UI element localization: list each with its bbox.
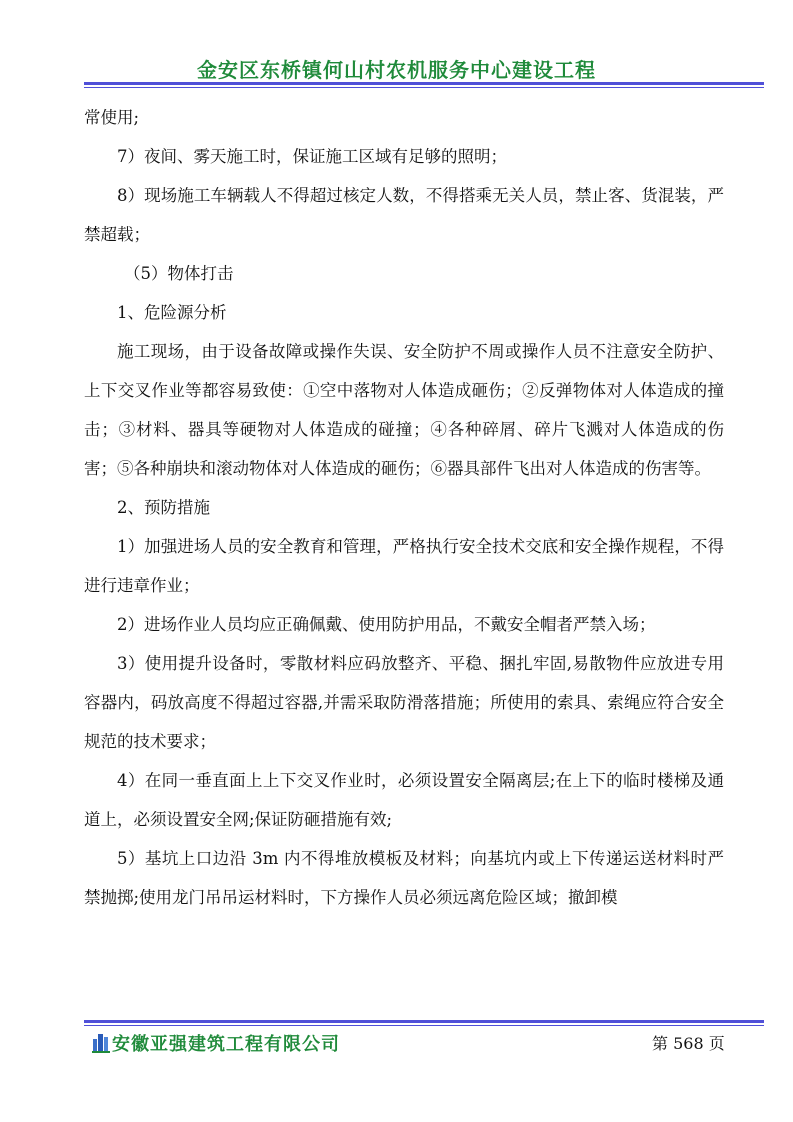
section-heading: （5）物体打击 [124,264,234,283]
subsection-heading: 2、预防措施 [117,498,210,517]
footer-rule-thick [84,1020,764,1023]
paragraph: 1）加强进场人员的安全教育和管理，严格执行安全技术交底和安全操作规程，不得进行违章作业； [84,537,724,595]
paragraph: 3）使用提升设备时，零散材料应码放整齐、平稳、捆扎牢固,易散物件应放进专用容器内，码放高度不得超过容器,并需采取防滑落措施；所使用的索具、索绳应符合安全规范的技术要求； [84,654,724,751]
paragraph: 4）在同一垂直面上上下交叉作业时，必须设置安全隔离层;在上下的临时楼梯及通道上，必须设置安全网;保证防砸措施有效; [84,771,724,829]
paragraph: 8）现场施工车辆载人不得超过核定人数，不得搭乘无关人员，禁止客、货混装，严禁超载； [84,186,724,244]
paragraph: 2）进场作业人员均应正确佩戴、使用防护用品，不戴安全帽者严禁入场； [117,615,656,634]
document-body [84,98,724,917]
header-rule-thin [84,87,764,88]
building-logo-icon [92,1031,110,1053]
paragraph: 常使用; [84,108,140,127]
header-rule-thick [84,82,764,85]
footer-rule-thin [84,1025,764,1026]
header-title: 金安区东桥镇何山村农机服务中心建设工程 [197,58,596,82]
subsection-heading: 1、危险源分析 [117,303,227,322]
paragraph: 7）夜间、雾天施工时，保证施工区域有足够的照明； [117,147,507,166]
footer-company-name: 安徽亚强建筑工程有限公司 [112,1034,340,1055]
paragraph: 施工现场，由于设备故障或操作失误、安全防护不周或操作人员不注意安全防护、上下交叉作业等都容易致使：①空中落物对人体造成砸伤；②反弹物体对人体造成的撞击；③材料、器具等硬物对人体造成的碰撞；④各种碎屑、碎片飞溅对人体造成的伤害；⑤各种崩块和滚动物体对人体造成的砸伤；⑥器具部件飞出对人体造成的伤害等。 [84,342,724,478]
paragraph: 5）基坑上口边沿 3m 内不得堆放模板及材料；向基坑内或上下传递运送材料时严禁抛掷;使用龙门吊吊运材料时，下方操作人员必须远离危险区域；撤卸模 [84,849,724,907]
page-number: 第 568 页 [652,1034,725,1053]
